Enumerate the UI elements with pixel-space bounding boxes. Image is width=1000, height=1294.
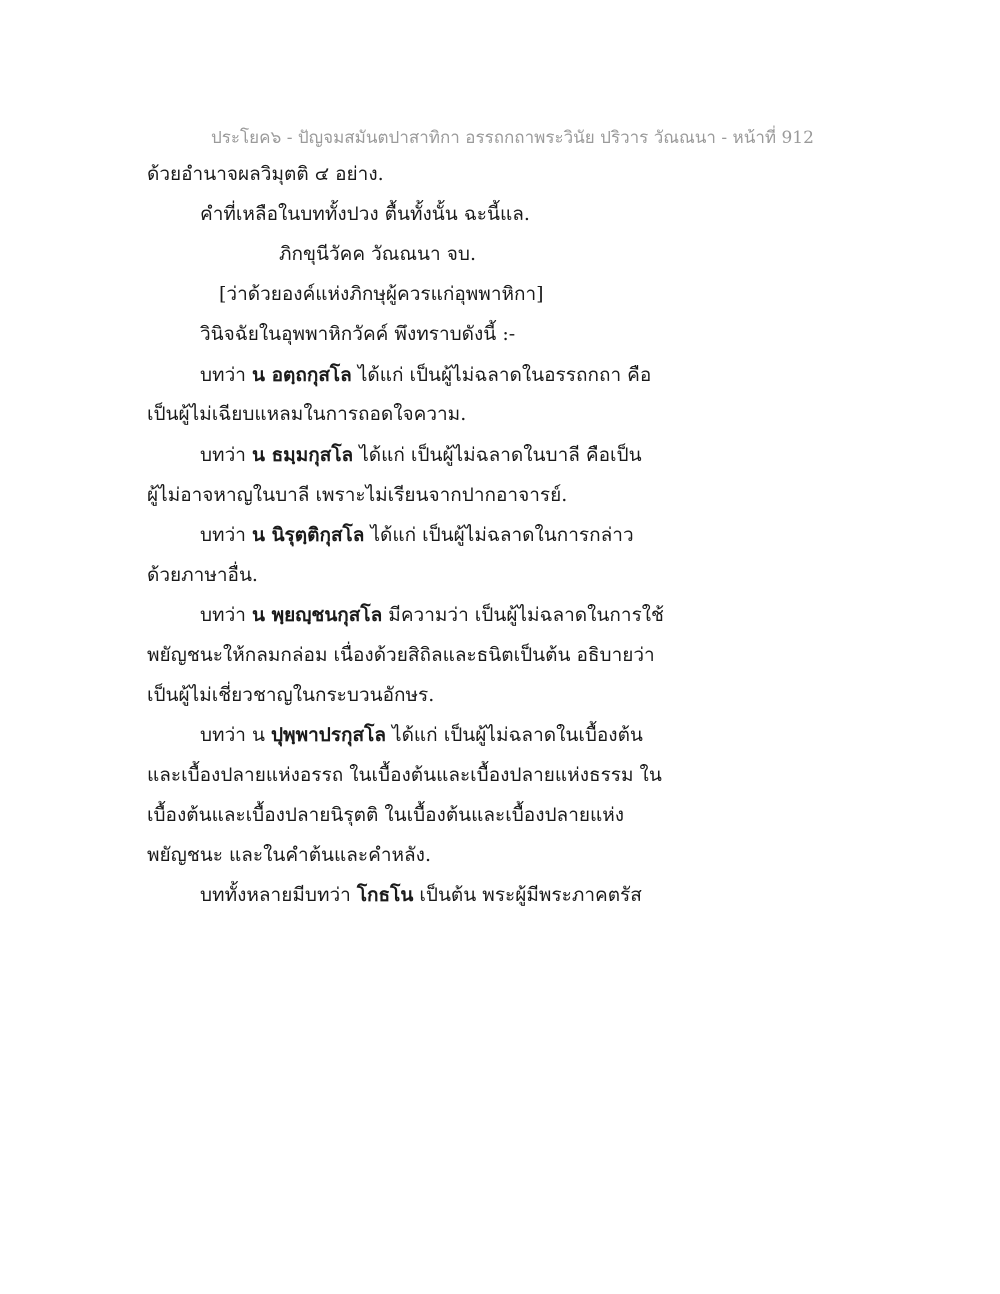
text-segment: บทว่า bbox=[200, 364, 252, 386]
text-line: ผู้ไม่อาจหาญในบาลี เพราะไม่เรียนจากปากอาจารย์. bbox=[147, 484, 568, 506]
text-segment: บทว่า bbox=[200, 604, 252, 626]
pali-term: โกธโน bbox=[356, 884, 414, 906]
pali-term: น พฺยญฺชนกุสโล bbox=[251, 604, 383, 626]
text-segment: มีความว่า เป็นผู้ไม่ฉลาดในการใช้ bbox=[382, 604, 664, 626]
text-line bbox=[200, 446, 642, 465]
text-segment: บทว่า bbox=[200, 524, 252, 546]
text-segment: ได้แก่ เป็นผู้ไม่ฉลาดในอรรถกถา คือ bbox=[351, 364, 652, 386]
text-segment: ได้แก่ เป็นผู้ไม่ฉลาดในบาลี คือเป็น bbox=[353, 444, 642, 466]
text-line: เป็นผู้ไม่เชี่ยวชาญในกระบวนอักษร. bbox=[147, 684, 435, 706]
pali-term: น อตฺถกุสโล bbox=[251, 364, 352, 386]
text-line bbox=[200, 526, 634, 545]
text-line bbox=[200, 366, 651, 385]
section-heading: [ว่าด้วยองค์แห่งภิกษุผู้ควรแก่อุพพาหิกา] bbox=[219, 283, 544, 305]
text-line bbox=[200, 726, 643, 745]
text-line: คำที่เหลือในบททั้งปวง ตื้นทั้งนั้น ฉะนี้แล. bbox=[200, 203, 530, 225]
text-line: เป็นผู้ไม่เฉียบแหลมในการถอดใจความ. bbox=[147, 403, 467, 425]
pali-term: ปุพฺพาปรกุสโล bbox=[271, 724, 386, 746]
text-segment: ได้แก่ เป็นผู้ไม่ฉลาดในเบื้องต้น bbox=[386, 724, 643, 746]
text-line: และเบื้องปลายแห่งอรรถ ในเบื้องต้นและเบื้องปลายแห่งธรรม ใน bbox=[147, 764, 662, 786]
page-header: ประโยค๖ - ปัญจมสมันตปาสาทิกา อรรถกถาพระวินัย ปริวาร วัณณนา - หน้าที่ 912 bbox=[211, 128, 814, 148]
text-line: ด้วยภาษาอื่น. bbox=[147, 564, 258, 586]
section-end-title: ภิกขุนีวัคค วัณณนา จบ. bbox=[279, 243, 476, 265]
text-segment: บทว่า น bbox=[200, 724, 271, 746]
text-line: ด้วยอำนาจผลวิมุตติ ๔ อย่าง. bbox=[147, 163, 384, 185]
text-line bbox=[200, 606, 664, 625]
text-line bbox=[200, 886, 642, 905]
text-segment: เป็นต้น พระผู้มีพระภาคตรัส bbox=[413, 884, 642, 906]
text-line: พยัญชนะให้กลมกล่อม เนื่องด้วยสิถิลและธนิตเป็นต้น อธิบายว่า bbox=[147, 644, 655, 666]
pali-term: น ธมฺมกุสโล bbox=[251, 444, 354, 466]
pali-term: น นิรุตฺติกุสโล bbox=[251, 524, 365, 546]
text-line: วินิจฉัยในอุพพาหิกวัคค์ พึงทราบดังนี้ :- bbox=[200, 323, 516, 345]
text-line: เบื้องต้นและเบื้องปลายนิรุตติ ในเบื้องต้นและเบื้องปลายแห่ง bbox=[147, 804, 625, 826]
text-segment: บทว่า bbox=[200, 444, 252, 466]
text-segment: บททั้งหลายมีบทว่า bbox=[200, 884, 357, 906]
text-segment: ได้แก่ เป็นผู้ไม่ฉลาดในการกล่าว bbox=[364, 524, 634, 546]
text-line: พยัญชนะ และในคำต้นและคำหลัง. bbox=[147, 844, 431, 866]
